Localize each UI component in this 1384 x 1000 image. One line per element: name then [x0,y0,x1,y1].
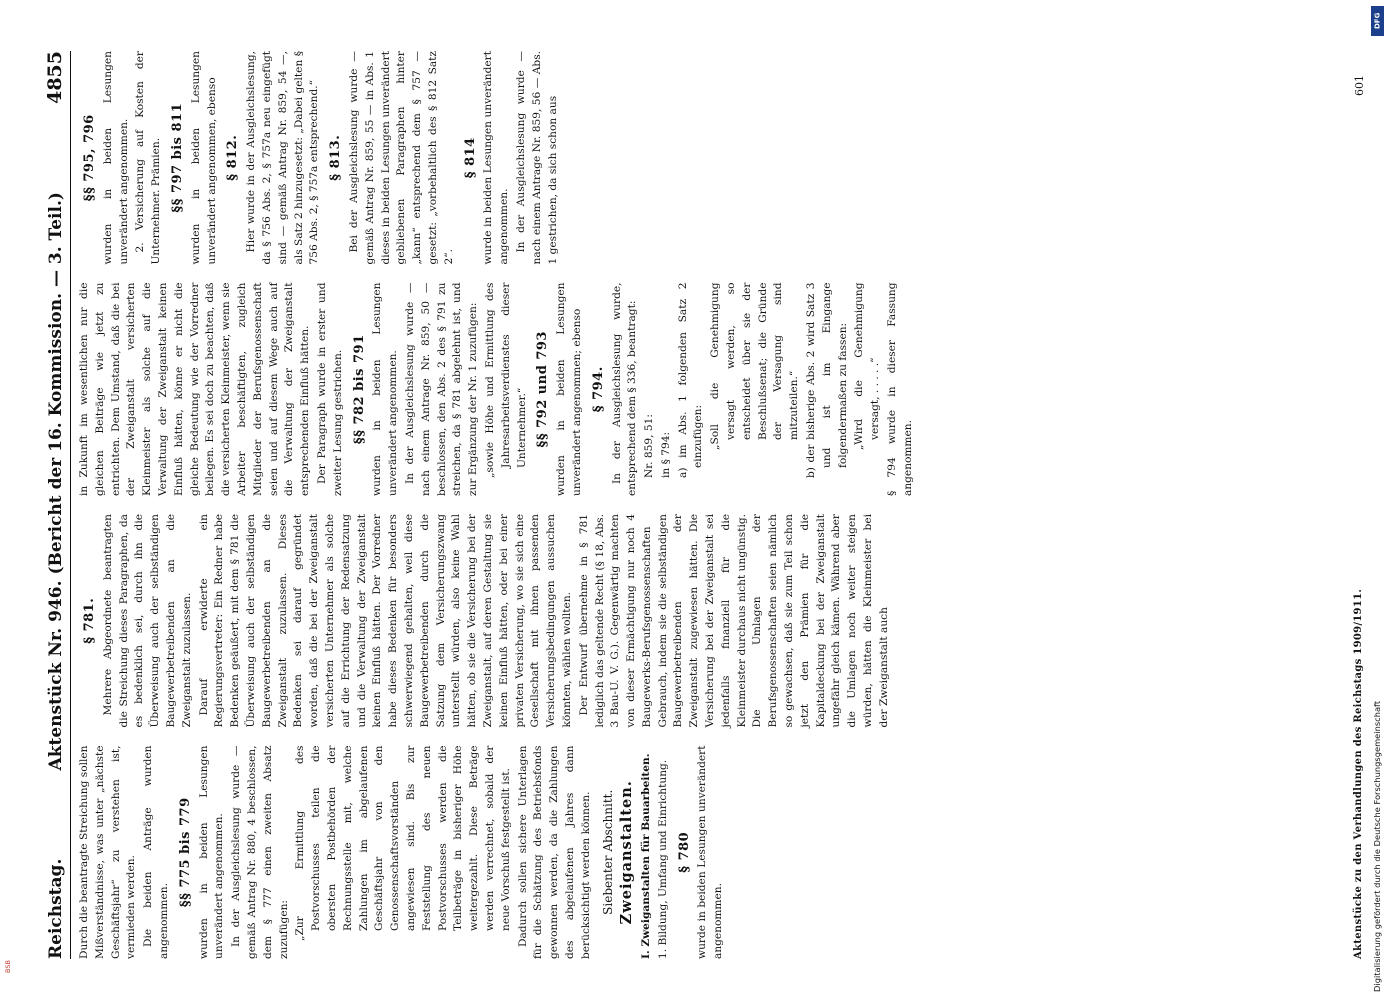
paragraph: Mehrere Abgeordnete beantragten die Streichung dieses Paragraphen, da es bedenklich sei, durch ihn die Überweisung auch der selbständigen Baugewerbetreibenden an die Zweiganstalt zuzulassen. [101,514,193,728]
paragraph: Die beiden Anträge wurden angenommen. [142,745,170,959]
subsection-title: 2. Versicherung auf Kosten der Unternehmer. Prämien. [134,51,163,265]
paragraph: Hier wurde in der Ausgleichslesung, da § 756 Abs. 2, § 757a neu eingefügt sind — gemäß Antrag Nr. 859, 54 —, als Satz 2 hinzugesetzt: „Dabei gelten § 756 Abs. 2, § 757a entsprechend.“ [245,51,321,265]
section-heading: § 781. [82,597,97,644]
paragraph: wurden in beiden Lesungen unverändert angenommen. [101,51,130,265]
paragraph: in § 794: [659,431,672,478]
chapter-title: Siebenter Abschnitt. [600,789,615,915]
list-item: b) der bisherige Abs. 2 wird Satz 3 und ist im Eingange folgendermaßen zu fassen: [805,282,849,478]
section-heading: § 794. [590,366,606,413]
quoted-paragraph: „sowie Höhe und Ermittlung des Jahresarbeitsverdienstes dieser Unternehmer.“ [483,282,528,478]
paragraph: Durch die beantragte Streichung sollen Mißverständnisse, was unter „nächste Geschäftsjahr“ zu verstehen ist, vermieden werden. [78,745,138,959]
page-footer: Aktenstücke zu den Verhandlungen des Reichstags 1909/1911. [1353,588,1364,959]
digitization-credit-strip [1371,6,1384,996]
subsection-title: I. Zweiganstalten für Bauarbeiten. [640,753,653,959]
dfg-logo: DFG [1371,6,1384,36]
section-heading: § 813. [328,134,344,181]
quoted-paragraph: „Zur Ermittlung des Postvorschusses teilen die obersten Postbehörden der Rechnungsstelle mit, welche Zahlungen im abgelaufenen Geschäftsjahr von den Genossenschaftsvorständen angewiesen sind. Bis zur Feststellung des neuen Postvorschusses werden die Teilbeträge in bisheriger Höhe weitergezahlt. Diese Beträge werden verrechnet, sobald der neue Vorschuß festgestellt ist. [294,745,512,941]
paragraph: Nr. 859, 51: [643,414,656,478]
section-heading: § 812. [225,134,241,181]
paragraph: wurden in beiden Lesungen unverändert angenommen; ebenso [555,282,583,496]
section-heading: §§ 782 bis 791 [351,334,367,445]
page-header [44,51,71,959]
quoted-paragraph: „Wird die Genehmigung versagt, . . . . .“ [853,282,882,450]
header-title: Aktenstück Nr. 946. (Bericht der 16. Kommission. — 3. Teil.) [46,192,66,771]
column-1 [77,746,918,960]
paragraph: In der Ausgleichslesung wurde, entsprechend dem § 336, beantragt: [610,282,639,496]
paragraph: Der Entwurf übernehme in § 781 lediglich das geltende Recht (§ 18, Abs. 3 Bau-U. V. G.). Gegenwärtig machten von dieser Ermächtigung nur noch 4 Baugewerks-Berufsgenossenschaften Gebrauch, indem sie die selbständigen Baugewerbetreibenden der Zweiganstalt zugewiesen hätten. Die Versicherung bei der Zweiganstalt sei jedenfalls finanziell für die Kleinmeister durchaus nicht ungünstig. Die Umlagen der Berufsgenossenschaften seien nämlich so gewachsen, daß sie zum Teil schon jetzt den Prämien für die Kapitaldeckung bei der Zweiganstalt ungefähr gleich kämen. Während aber die Umlagen noch weiter steigen würden, hätten die Kleinmeister bei der Zweiganstalt auch [577,514,890,728]
section-heading: § 814 [462,137,478,179]
paragraph: wurden in beiden Lesungen unverändert angenommen. [197,745,226,959]
quoted-paragraph: „Soll die Genehmigung versagt werden, so entscheidet über sie der Beschlußsenat; die Gründe der Versagung sind mitzuteilen.“ [709,282,801,450]
chapter-heading: Zweiganstalten. [618,780,636,925]
text-columns [77,51,918,959]
paragraph: wurden in beiden Lesungen unverändert angenommen, ebenso [189,51,218,265]
sheet-number: 601 [1353,75,1366,96]
column-2 [77,514,918,728]
paragraph: wurde in beiden Lesungen unverändert angenommen. [696,745,725,959]
paragraph: Dadurch sollen sichere Unterlagen für die Schätzung des Betriebsfonds gewonnen werden, da die Zahlungen des abgelaufenen Jahres dann berücksichtigt werden können. [516,745,592,959]
paragraph: § 794 wurde in dieser Fassung angenommen. [886,282,914,496]
paragraph: Darauf erwiderte ein Regierungsvertreter: Ein Redner habe Bedenken geäußert, mit dem § 781 die Überweisung auch der selbständigen Baugewerbetreibenden an die Zweiganstalt zuzulassen. Dieses Bedenken sei darauf gegründet worden, daß die bei der Zweiganstalt versicherten Unternehmer als solche auf die Errichtung der Redensatzung und die Verwaltung der Zweiganstalt keinen Einfluß hätten. Der Vorredner habe dieses Bedenken für besonders schwerwiegend gehalten, weil diese Baugewerbetreibenden durch die Satzung dem Versicherungszwang unterstellt würden, also keine Wahl hätten, ob sie die Versicherung bei der Zweiganstalt, auf deren Gestaltung sie keinen Einfluß hätten, oder bei einer privaten Versicherung, wo sie sich eine Gesellschaft mit ihnen passenden Versicherungsbedingungen aussuchen könnten, wählen wollten. [197,514,573,728]
paragraph: wurde in beiden Lesungen unverändert angenommen. [482,51,511,265]
column-4 [77,51,918,265]
section-heading: §§ 797 bis 811 [169,102,185,213]
section-heading: §§ 775 bis 779 [177,797,193,908]
bsb-mark: BSB [4,960,12,973]
page-number: 4855 [44,51,66,104]
column-3 [77,283,918,497]
digitization-credit: Digitalisierung gefördert durch die Deutsche Forschungsgemeinschaft [1372,700,1382,992]
list-item: a) im Abs. 1 folgenden Satz 2 einzufügen: [676,282,705,478]
paragraph: Der Paragraph wurde in erster und zweiter Lesung gestrichen. [315,282,344,496]
paragraph: in Zukunft im wesentlichen nur die gleichen Beiträge wie jetzt zu entrichten. Dem Umstand, daß die bei der Zweiganstalt versicherten Kleinmeister als solche auf die Verwaltung der Zweiganstalt keinen Einfluß hätten, könne er nicht die gleiche Bedeutung wie der Vorredner beilegen. Es sei doch zu beachten, daß die versicherten Kleinmeister, wenn sie Arbeiter beschäftigten, zugleich Mitglieder der Berufsgenossenschaft seien und auf diesem Wege auch auf die Verwaltung der Zweiganstalt entsprechenden Einfluß hätten. [78,282,312,496]
paragraph: wurden in beiden Lesungen unverändert angenommen. [371,282,400,496]
header-left: Reichstag. [46,858,66,959]
section-heading: §§ 795, 796 [82,114,97,202]
rotated-document-page [40,35,1370,975]
section-heading: §§ 792 und 793 [535,331,551,448]
paragraph: In der Ausgleichslesung wurde — nach einem Antrage Nr. 859, 56 — Abs. 1 gestrichen, da sich schon aus [514,51,559,265]
section-heading: § 780 [676,831,692,873]
subsection-subtitle: 1. Bildung, Umfang und Einrichtung. [656,759,669,959]
paragraph: In der Ausgleichslesung wurde — nach einem Antrage Nr. 859, 50 — beschlossen, den Abs. 2 des § 791 zu streichen, da § 781 abgelehnt ist, und zur Ergänzung der Nr. 1 zuzufügen: [403,282,480,496]
paragraph: Bei der Ausgleichslesung wurde — gemäß Antrag Nr. 859, 55 — in Abs. 1 dieses in beiden Lesungen unverändert gebliebenen Paragraphen hinter „kann“ entsprechend dem § 757 — gesetzt: „vorbehaltlich des § 812 Satz 2“. [347,51,455,265]
paragraph: In der Ausgleichslesung wurde — gemäß Antrag Nr. 880, 4 beschlossen, dem § 777 einen zweiten Absatz zuzufügen: [230,745,290,959]
